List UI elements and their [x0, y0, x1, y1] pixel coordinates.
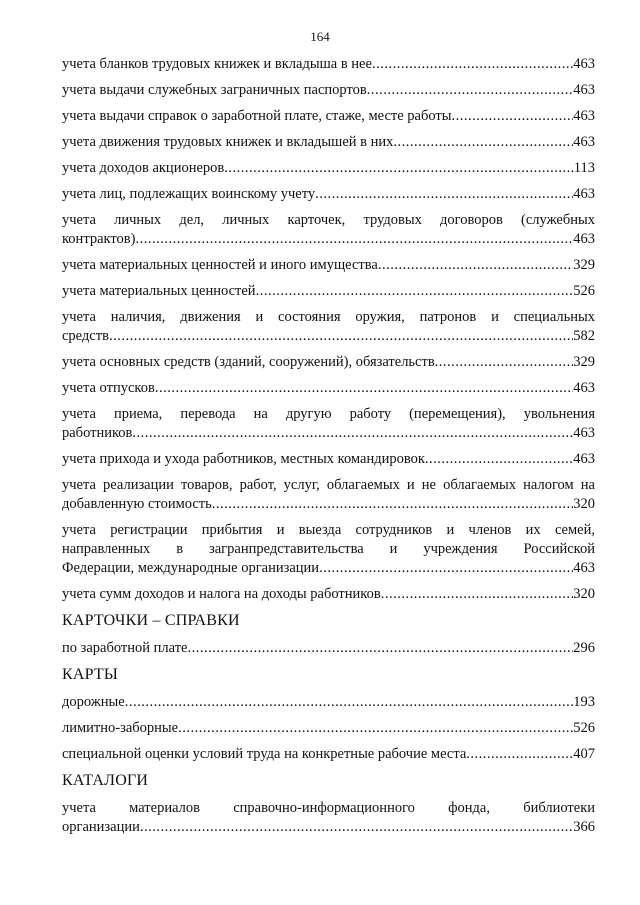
entry-page-number: 320 [573, 496, 595, 512]
index-entry [62, 745, 595, 764]
entry-page-number: 526 [573, 720, 595, 736]
entry-text: лимитно-заборные [62, 720, 179, 736]
entry-line: учета приема, перевода на другую работу (перемещения), увольнения [62, 406, 595, 422]
entry-text: учета бланков трудовых книжек и вкладыша в нее [62, 56, 372, 72]
entry-page-number: 463 [573, 380, 595, 396]
entry-text: учета выдачи справок о заработной плате, стаже, месте работы [62, 108, 452, 124]
index-content [62, 55, 595, 844]
dot-leader [187, 639, 573, 658]
index-entry [62, 107, 595, 126]
entry-text: учета прихода и ухода работников, местных командировок [62, 451, 425, 467]
index-entry [62, 55, 595, 74]
dot-leader [425, 450, 573, 469]
index-entry [62, 799, 595, 837]
dot-leader [178, 719, 573, 738]
index-entry [62, 353, 595, 372]
entry-text: учета материальных ценностей [62, 283, 256, 299]
entry-text: специальной оценки условий труда на конкретные рабочие места [62, 746, 467, 762]
index-group-catalogs [62, 799, 595, 837]
dot-leader [466, 745, 573, 764]
section-heading-catalogs: КАТАЛОГИ [62, 772, 149, 789]
index-group-a [62, 55, 595, 604]
index-entry [62, 81, 595, 100]
entry-page-number: 582 [573, 328, 595, 344]
entry-last-line [62, 327, 595, 346]
index-entry [62, 211, 595, 249]
entry-page-number: 526 [573, 283, 595, 299]
entry-page-number: 463 [573, 451, 595, 467]
index-entry [62, 585, 595, 604]
index-entry [62, 521, 595, 578]
section-heading-maps: КАРТЫ [62, 666, 119, 683]
entry-page-number: 463 [573, 186, 595, 202]
entry-line: учета личных дел, личных карточек, трудовых договоров (служебных [62, 212, 595, 228]
index-entry [62, 719, 595, 738]
entry-page-number: 463 [573, 56, 595, 72]
dot-leader [381, 585, 574, 604]
index-entry [62, 639, 595, 658]
index-entry [62, 282, 595, 301]
index-entry [62, 133, 595, 152]
entry-last-line [62, 495, 595, 514]
dot-leader [132, 424, 573, 443]
entry-text: дорожные [62, 694, 125, 710]
index-entry [62, 185, 595, 204]
entry-line: учета наличия, движения и состояния оружия, патронов и специальных [62, 309, 595, 325]
entry-text: средств [62, 328, 109, 344]
entry-line: учета материалов справочно-информационного фонда, библиотеки [62, 800, 595, 816]
entry-page-number: 366 [573, 819, 595, 835]
dot-leader [367, 81, 574, 100]
entry-page-number: 463 [573, 425, 595, 441]
index-entry [62, 693, 595, 712]
dot-leader [224, 159, 574, 178]
dot-leader [256, 282, 574, 301]
index-entry [62, 476, 595, 514]
dot-leader [451, 107, 573, 126]
entry-text: учета отпусков [62, 380, 155, 396]
entry-text: контрактов) [62, 231, 136, 247]
dot-leader [140, 818, 573, 837]
entry-text: добавленную стоимость [62, 496, 212, 512]
entry-text: учета движения трудовых книжек и вкладышей в них [62, 134, 394, 150]
entry-last-line [62, 559, 595, 578]
entry-page-number: 329 [573, 257, 595, 273]
dot-leader [319, 559, 573, 578]
dot-leader [435, 353, 574, 372]
entry-line: учета регистрации прибытия и выезда сотрудников и членов их семей, [62, 522, 595, 538]
index-entry [62, 379, 595, 398]
entry-text: организации [62, 819, 140, 835]
dot-leader [393, 133, 573, 152]
page-number: 164 [310, 29, 330, 44]
entry-page-number: 320 [573, 586, 595, 602]
index-entry [62, 450, 595, 469]
entry-page-number: 463 [573, 108, 595, 124]
entry-text: учета материальных ценностей и иного имущества [62, 257, 378, 273]
entry-last-line [62, 818, 595, 837]
index-group-maps [62, 693, 595, 764]
entry-page-number: 193 [573, 694, 595, 710]
entry-page-number: 463 [573, 134, 595, 150]
entry-text: учета выдачи служебных заграничных паспортов [62, 82, 367, 98]
entry-last-line [62, 230, 595, 249]
dot-leader [109, 327, 573, 346]
entry-last-line [62, 424, 595, 443]
entry-page-number: 329 [573, 354, 595, 370]
entry-text: учета основных средств (зданий, сооружений), обязательств [62, 354, 435, 370]
dot-leader [125, 693, 574, 712]
dot-leader [135, 230, 573, 249]
dot-leader [378, 256, 573, 275]
section-heading-cards: КАРТОЧКИ – СПРАВКИ [62, 612, 240, 629]
entry-line: направленных в загранпредставительства и учреждения Российской [62, 541, 595, 557]
entry-page-number: 463 [573, 560, 595, 576]
index-entry [62, 256, 595, 275]
index-entry [62, 159, 595, 178]
entry-text: учета лиц, подлежащих воинскому учету [62, 186, 316, 202]
index-entry [62, 308, 595, 346]
entry-page-number: 407 [573, 746, 595, 762]
entry-text: учета сумм доходов и налога на доходы работников [62, 586, 381, 602]
entry-text: по заработной плате [62, 640, 188, 656]
dot-leader [372, 55, 573, 74]
entry-text: учета доходов акционеров [62, 160, 225, 176]
entry-line: учета реализации товаров, работ, услуг, облагаемых и не облагаемых налогом на [62, 477, 595, 493]
entry-page-number: 113 [573, 160, 595, 176]
entry-page-number: 296 [573, 640, 595, 656]
entry-text: Федерации, международные организации [62, 560, 320, 576]
index-entry [62, 405, 595, 443]
index-group-cards [62, 639, 595, 658]
dot-leader [155, 379, 573, 398]
entry-page-number: 463 [573, 231, 595, 247]
dot-leader [315, 185, 573, 204]
entry-text: работников [62, 425, 133, 441]
entry-page-number: 463 [573, 82, 595, 98]
dot-leader [212, 495, 573, 514]
